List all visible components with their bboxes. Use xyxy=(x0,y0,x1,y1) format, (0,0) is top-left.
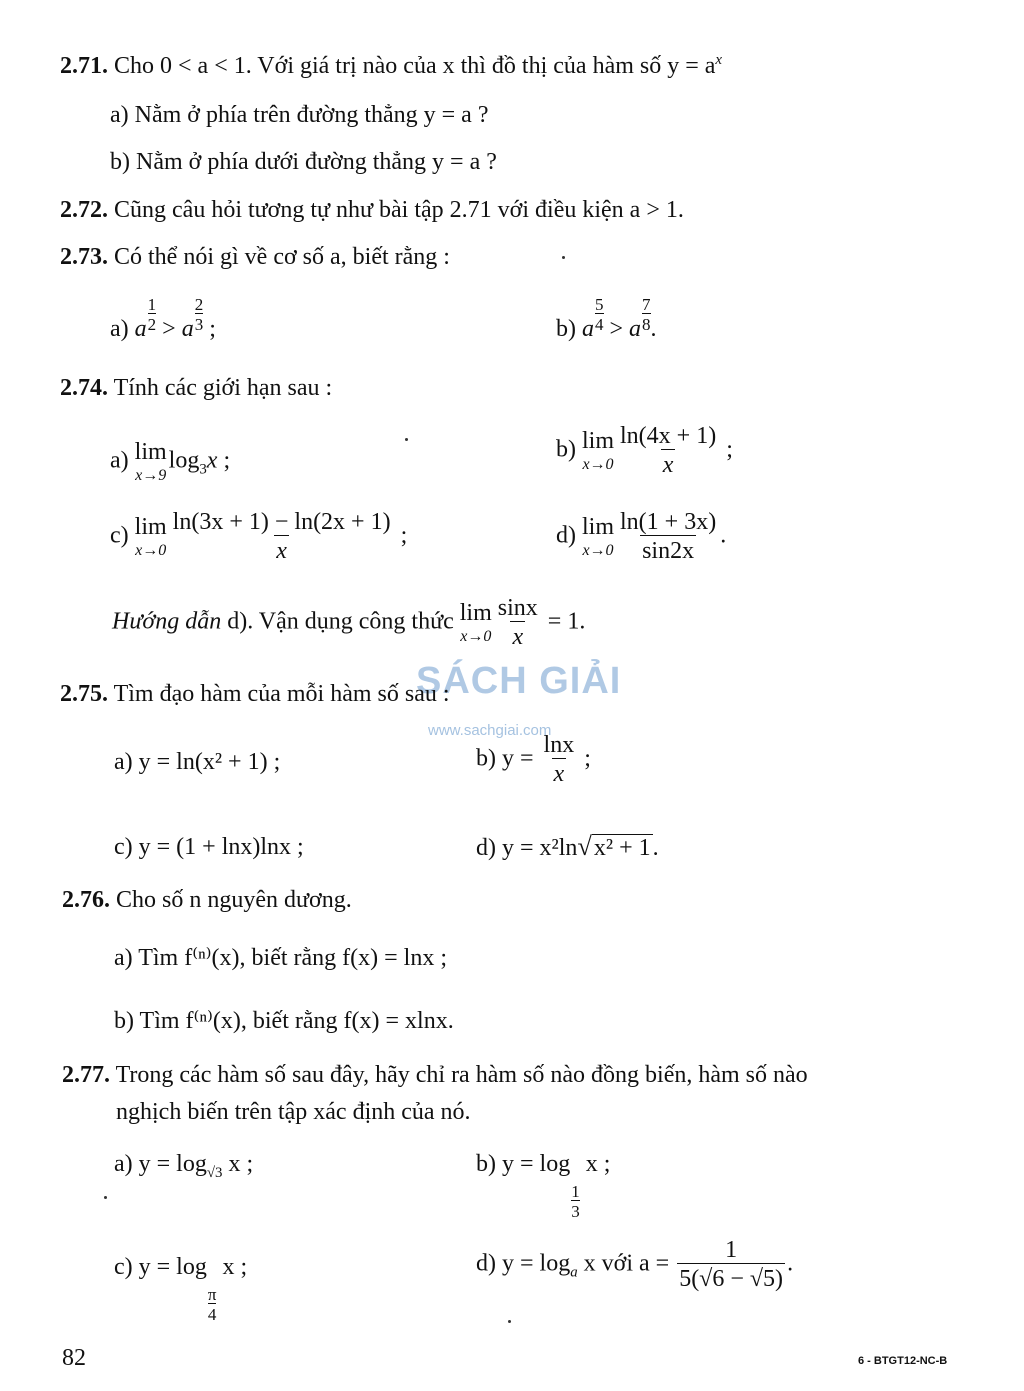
problem-2-76-a: a) Tìm f⁽ⁿ⁾(x), biết rằng f(x) = lnx ; xyxy=(114,945,448,971)
book-code: 6 - BTGT12-NC-B xyxy=(858,1355,948,1367)
problem-2-75 xyxy=(60,682,450,706)
limit: lim x→0 xyxy=(459,600,492,646)
item-label: b) xyxy=(556,316,576,342)
item-label: a) xyxy=(110,316,129,342)
problem-2-74-a: a) lim x→9 $\log_3x$ ; xyxy=(110,439,231,484)
operator: > xyxy=(609,316,624,342)
item-label: c) xyxy=(110,522,129,549)
problem-2-74-c: c) lim x→0 $\frac{\ln(3x + 1) - \ln(2x + 1)}{x}$ ; xyxy=(110,509,408,565)
base: a xyxy=(134,316,147,342)
problem-number: 2.72. xyxy=(60,197,108,223)
problem-number: 2.73. xyxy=(60,244,108,270)
problem-text: Tính các giới hạn sau : xyxy=(113,375,333,401)
problem-2-77-line2: nghịch biến trên tập xác định của nó. xyxy=(116,1099,471,1125)
exponent-fraction: $\frac{1}{2}$ xyxy=(147,295,157,334)
problem-text: Tìm đạo hàm của mỗi hàm số sau : xyxy=(113,681,450,707)
fraction: $\frac{\ln(1 + 3x)}{\sin 2x}$ xyxy=(620,509,717,565)
fraction: $\frac{\sin x}{x}$ xyxy=(497,595,538,651)
hint-text: d). Vận dụng công thức xyxy=(227,608,454,635)
hint-label: Hướng dẫn xyxy=(112,608,222,635)
problem-2-76 xyxy=(62,888,352,912)
problem-text: Có thể nói gì về cơ số a, biết rằng : xyxy=(114,244,450,270)
item-label: b) xyxy=(556,436,576,463)
limit: lim x→0 xyxy=(582,514,615,560)
problem-2-75-b: b) y = $\frac{\ln x}{x}$ ; xyxy=(476,732,591,788)
print-dot xyxy=(562,256,565,259)
exponent: x xyxy=(715,52,723,68)
fraction: $\frac{\ln(4x + 1)}{x}$ xyxy=(620,423,717,479)
fraction: $\frac{\ln(3x + 1) - \ln(2x + 1)}{x}$ xyxy=(172,509,391,565)
problem-2-72 xyxy=(60,198,684,222)
operator: > xyxy=(162,316,176,342)
problem-2-75-c: c) y = (1 + lnx)lnx ; xyxy=(114,834,304,860)
problem-2-77-b: b) y = log $\frac{1}{3}$ x ; xyxy=(476,1151,611,1221)
exponent-fraction: $\frac{5}{4}$ xyxy=(595,295,604,334)
problem-2-74-d: d) lim x→0 $\frac{\ln(1 + 3x)}{\sin 2x}$ . xyxy=(556,509,727,565)
problem-number: 2.77. xyxy=(62,1062,110,1088)
problem-2-76-b: b) Tìm f⁽ⁿ⁾(x), biết rằng f(x) = xlnx. xyxy=(114,1008,454,1034)
problem-2-75-d: d) y = x²ln√x² + 1. xyxy=(476,831,659,861)
print-dot xyxy=(508,1320,511,1323)
watermark-logo: SÁCH GIẢI xyxy=(416,660,622,702)
limit: lim x→9 xyxy=(134,439,167,484)
item-label: a) xyxy=(110,447,129,474)
punct: . xyxy=(650,316,657,342)
problem-text: Cho 0 < a < 1. Với giá trị nào của x thì đồ thị của hàm số y = a xyxy=(114,53,716,79)
print-dot xyxy=(405,438,408,441)
base-fraction: $\frac{1}{3}$ xyxy=(571,1182,580,1221)
exponent-fraction: $\frac{2}{3}$ xyxy=(194,295,204,334)
limit: lim x→0 xyxy=(582,428,615,474)
radical-sign: √ xyxy=(577,831,592,861)
base: a xyxy=(629,316,642,342)
problem-text: Trong các hàm số sau đây, hãy chỉ ra hàm số nào đồng biến, hàm số nào xyxy=(115,1062,808,1088)
watermark-url: www.sachgiai.com xyxy=(428,722,552,739)
problem-number: 2.75. xyxy=(60,681,108,707)
problem-2-73-a xyxy=(110,296,216,341)
problem-2-73 xyxy=(60,245,450,269)
problem-2-73-b xyxy=(556,296,657,341)
problem-number: 2.74. xyxy=(60,375,108,401)
punct: ; xyxy=(209,316,216,342)
problem-2-77-c: c) y = log $\frac{\pi}{4}$ x ; xyxy=(114,1254,248,1324)
base: a xyxy=(181,316,194,342)
page-number: 82 xyxy=(62,1345,86,1371)
problem-2-77-a: a) $y = \log_{√3} x$ ; xyxy=(114,1151,254,1181)
problem-2-77-line1 xyxy=(62,1063,808,1087)
exponent-fraction: $\frac{7}{8}$ xyxy=(642,295,651,334)
problem-number: 2.71. xyxy=(60,53,108,79)
problem-2-74 xyxy=(60,376,332,400)
problem-2-71-a: a) Nằm ở phía trên đường thẳng y = a ? xyxy=(110,102,489,128)
problem-2-75-a: a) y = ln(x² + 1) ; xyxy=(114,749,281,775)
item-label: d) xyxy=(556,522,576,549)
fraction: $\frac{\ln x}{x}$ xyxy=(543,732,575,788)
problem-2-74-hint: Hướng dẫn d). Vận dụng công thức lim x→0 $\frac{\sin x}{x}$ = 1. xyxy=(112,595,586,651)
problem-number: 2.76. xyxy=(62,887,110,913)
print-dot xyxy=(104,1196,107,1199)
limit: lim x→0 xyxy=(134,514,167,560)
problem-2-71-b: b) Nằm ở phía dưới đường thẳng y = a ? xyxy=(110,149,497,175)
problem-text: Cho số n nguyên dương. xyxy=(116,887,352,913)
problem-2-71-stem xyxy=(60,54,722,78)
base: a xyxy=(582,316,594,342)
base-fraction: $\frac{\pi}{4}$ xyxy=(207,1285,217,1324)
fraction: $\frac{1}{5(√6 - √5)}$ xyxy=(679,1237,784,1293)
problem-text: Cũng câu hỏi tương tự như bài tập 2.71 với điều kiện a > 1. xyxy=(114,197,684,223)
problem-2-74-b: b) lim x→0 $\frac{\ln(4x + 1)}{x}$ ; xyxy=(556,423,733,479)
problem-2-77-d: d) $y = \log_a x$ với a = $\frac{1}{5(√6 - √5)}$ . xyxy=(476,1237,794,1293)
